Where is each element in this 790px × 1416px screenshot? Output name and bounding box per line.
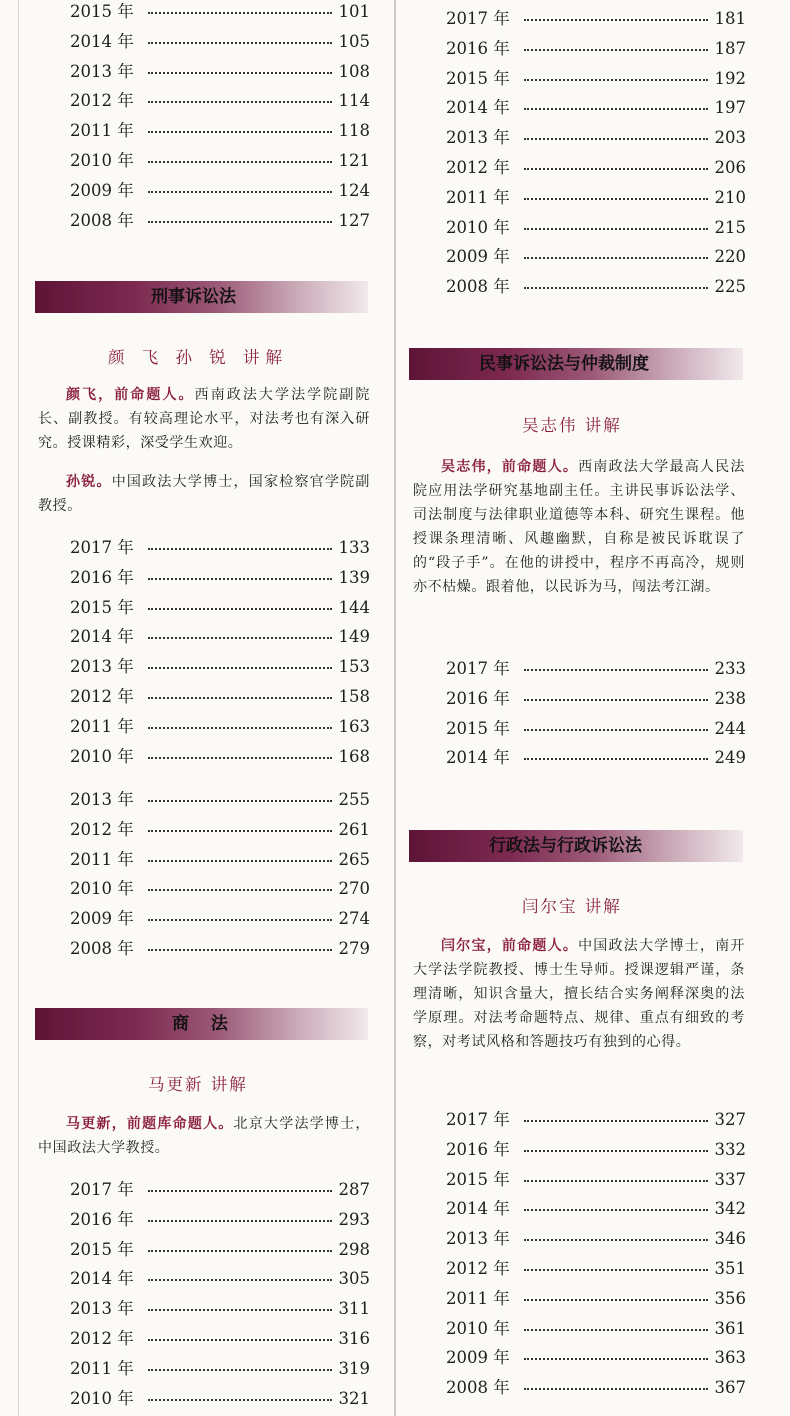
toc-year: 2013 年 xyxy=(70,61,134,81)
right-column xyxy=(398,0,790,1416)
toc-leader-dots xyxy=(524,729,708,731)
toc-entry xyxy=(446,1135,746,1165)
section-title: 刑事诉讼法 xyxy=(151,287,236,307)
toc-entry xyxy=(446,714,746,744)
toc-entry xyxy=(446,272,746,302)
toc-page-number: 342 xyxy=(714,1199,746,1219)
toc-page-number: 203 xyxy=(714,128,746,148)
toc-leader-dots xyxy=(148,608,332,610)
toc-year: 2017 年 xyxy=(70,538,134,557)
toc-entry xyxy=(446,64,746,94)
toc-year: 2008 年 xyxy=(446,277,510,297)
toc-leader-dots xyxy=(524,49,708,51)
toc-year: 2017 年 xyxy=(446,1110,510,1129)
toc-entry xyxy=(70,712,370,742)
lecturer-name: 马更新，前题库命题人。 xyxy=(66,1116,234,1132)
toc-leader-dots xyxy=(524,168,708,170)
toc-leader-dots xyxy=(524,79,708,81)
toc-year: 2017 年 xyxy=(446,659,510,678)
toc-leader-dots xyxy=(148,757,332,759)
toc-page-number: 153 xyxy=(338,657,370,677)
toc-entry xyxy=(70,1205,370,1235)
toc-year: 2016 年 xyxy=(446,688,510,708)
toc-leader-dots xyxy=(524,138,708,140)
lecturer-bio-ma-gengxin xyxy=(38,1112,370,1160)
toc-year: 2017 年 xyxy=(70,1180,134,1199)
toc-leader-dots xyxy=(148,72,332,74)
lecturer-bio-sun-rui xyxy=(38,470,370,518)
lecturer-bio-wu-zhiwei xyxy=(413,455,745,599)
toc-page-number: 168 xyxy=(338,746,370,766)
toc-leader-dots xyxy=(524,1180,708,1182)
toc-entry xyxy=(446,4,746,34)
toc-year: 2012 年 xyxy=(446,1258,510,1278)
toc-entry xyxy=(70,622,370,652)
lecturer-bio-yan-erbao xyxy=(413,934,745,1054)
toc-leader-dots xyxy=(148,1250,332,1252)
lecturer-bio-text: 中国政法大学博士，南开大学法学院教授、博士生导师。授课逻辑严谨，条理清晰，知识含量大，擅长结合实务阐释深奥的法学原理。对法考命题特点、规律、重点有细致的考察，对考试风格和答题技巧有独到的心得。 xyxy=(413,938,745,1050)
section-title: 民事诉讼法与仲裁制度 xyxy=(479,354,649,374)
toc-leader-dots xyxy=(148,1220,332,1222)
toc-leader-dots xyxy=(148,1369,332,1371)
toc-year: 2013 年 xyxy=(70,790,134,809)
toc-entry xyxy=(70,116,370,146)
toc-leader-dots xyxy=(148,1190,332,1192)
toc-page-number: 311 xyxy=(338,1299,370,1319)
toc-entry xyxy=(70,206,370,236)
toc-leader-dots xyxy=(524,287,708,289)
toc-entry xyxy=(70,845,370,875)
toc-leader-dots xyxy=(524,257,708,259)
toc-page-number: 351 xyxy=(714,1258,746,1278)
toc-entry xyxy=(70,27,370,57)
toc-leader-dots xyxy=(148,697,332,699)
toc-leader-dots xyxy=(524,699,708,701)
toc-year: 2010 年 xyxy=(446,1318,510,1338)
toc-leader-dots xyxy=(148,889,332,891)
toc-year: 2015 年 xyxy=(70,597,134,617)
toc-entry xyxy=(446,1284,746,1314)
toc-leader-dots xyxy=(148,1279,332,1281)
toc-page-number: 279 xyxy=(338,938,370,958)
lecturer-bio-text: 西南政法大学法学院副院长、副教授。有较高理论水平，对法考也有深入研究。授课精彩，深受学生欢迎。 xyxy=(38,387,370,451)
toc-leader-dots xyxy=(148,42,332,44)
toc-year: 2011 年 xyxy=(70,716,134,736)
toc-year: 2014 年 xyxy=(70,31,134,51)
toc-year: 2013 年 xyxy=(446,1229,510,1249)
toc-page-number: 305 xyxy=(338,1269,370,1289)
toc-year: 2008 年 xyxy=(70,210,134,230)
toc-year: 2010 年 xyxy=(70,150,134,170)
toc-entry xyxy=(446,242,746,272)
toc-entry xyxy=(70,1324,370,1354)
toc-entry xyxy=(70,934,370,964)
toc-year: 2016 年 xyxy=(446,38,510,58)
column-divider xyxy=(394,0,396,1416)
toc-entry xyxy=(446,1254,746,1284)
toc-leader-dots xyxy=(148,667,332,669)
lecturer-bio-text: 中国政法大学博士，国家检察官学院副教授。 xyxy=(38,474,370,514)
toc-leader-dots xyxy=(524,1150,708,1152)
toc-page-number: 121 xyxy=(338,150,370,170)
toc-year: 2010 年 xyxy=(70,879,134,899)
toc-entry xyxy=(446,123,746,153)
lecturer-name: 吴志伟，前命题人。 xyxy=(441,459,579,475)
toc-year: 2008 年 xyxy=(70,938,134,958)
toc-year: 2014 年 xyxy=(446,1199,510,1219)
toc-entry xyxy=(446,93,746,123)
toc-entry xyxy=(70,815,370,845)
toc-leader-dots xyxy=(524,1299,708,1301)
toc-page-number: 255 xyxy=(338,790,370,809)
toc-year: 2017 年 xyxy=(446,9,510,28)
toc-entry xyxy=(70,593,370,623)
toc-page-number: 163 xyxy=(338,716,370,736)
toc-entry xyxy=(70,1264,370,1294)
toc-year: 2009 年 xyxy=(70,180,134,200)
toc-entry xyxy=(446,153,746,183)
toc-year: 2013 年 xyxy=(70,1299,134,1319)
toc-year: 2011 年 xyxy=(70,121,134,141)
toc-page-number: 316 xyxy=(338,1328,370,1348)
section-title: 行政法与行政诉讼法 xyxy=(489,836,642,856)
toc-year: 2008 年 xyxy=(446,1378,510,1398)
section-title: 商 法 xyxy=(172,1014,236,1034)
toc-page-number: 192 xyxy=(714,68,746,88)
toc-leader-dots xyxy=(524,1239,708,1241)
toc-year: 2012 年 xyxy=(70,91,134,111)
toc-entry xyxy=(446,183,746,213)
toc-entry xyxy=(446,1343,746,1373)
lecturer-name: 颜飞，前命题人。 xyxy=(66,387,195,403)
toc-list-right-top xyxy=(446,4,746,302)
toc-page-number: 118 xyxy=(338,121,370,141)
toc-entry xyxy=(446,213,746,243)
toc-year: 2010 年 xyxy=(446,217,510,237)
toc-entry xyxy=(70,1175,370,1205)
toc-year: 2015 年 xyxy=(446,1169,510,1189)
toc-entry xyxy=(70,176,370,206)
toc-entry xyxy=(70,742,370,772)
toc-page-number: 319 xyxy=(338,1358,370,1378)
toc-page-number: 238 xyxy=(714,688,746,708)
toc-leader-dots xyxy=(148,548,332,550)
toc-year: 2015 年 xyxy=(70,2,134,21)
toc-page-number: 225 xyxy=(714,277,746,297)
toc-page-number: 114 xyxy=(338,91,370,111)
toc-entry xyxy=(70,1294,370,1324)
toc-page-number: 133 xyxy=(338,538,370,557)
toc-year: 2009 年 xyxy=(70,909,134,929)
toc-year: 2009 年 xyxy=(446,247,510,267)
toc-leader-dots xyxy=(148,1339,332,1341)
toc-page-number: 210 xyxy=(714,187,746,207)
toc-leader-dots xyxy=(148,919,332,921)
toc-year: 2015 年 xyxy=(446,718,510,738)
lecturer-name: 闫尔宝，前命题人。 xyxy=(441,938,579,954)
toc-page-number: 327 xyxy=(714,1110,746,1129)
toc-entry xyxy=(446,654,746,684)
toc-page-number: 220 xyxy=(714,247,746,267)
toc-list-left-top xyxy=(70,0,370,235)
toc-leader-dots xyxy=(524,198,708,200)
toc-year: 2015 年 xyxy=(446,68,510,88)
toc-page-number: 298 xyxy=(338,1239,370,1259)
toc-leader-dots xyxy=(524,1209,708,1211)
toc-year: 2009 年 xyxy=(446,1348,510,1368)
toc-year: 2016 年 xyxy=(446,1139,510,1159)
toc-page-number: 197 xyxy=(714,98,746,118)
toc-leader-dots xyxy=(148,191,332,193)
toc-entry xyxy=(70,682,370,712)
section-banner-civil-procedure xyxy=(409,348,743,380)
toc-page-number: 274 xyxy=(338,909,370,929)
toc-page-number: 206 xyxy=(714,157,746,177)
toc-page-number: 270 xyxy=(338,879,370,899)
toc-list-commercial-law xyxy=(70,1175,370,1413)
toc-year: 2010 年 xyxy=(70,1388,134,1408)
toc-entry xyxy=(446,1165,746,1195)
lecturers-line: 颜 飞 孙 锐 讲解 xyxy=(108,348,288,367)
toc-leader-dots xyxy=(524,1329,708,1331)
toc-leader-dots xyxy=(148,800,332,802)
toc-list-criminal-procedure xyxy=(70,533,370,771)
toc-leader-dots xyxy=(148,12,332,14)
toc-page-number: 249 xyxy=(714,748,746,768)
toc-leader-dots xyxy=(524,1388,708,1390)
toc-year: 2016 年 xyxy=(70,1209,134,1229)
toc-year: 2011 年 xyxy=(446,187,510,207)
toc-page-number: 105 xyxy=(338,31,370,51)
toc-page-number: 287 xyxy=(338,1180,370,1199)
toc-page-number: 337 xyxy=(714,1169,746,1189)
toc-page-number: 144 xyxy=(338,597,370,617)
section-banner-commercial-law xyxy=(35,1008,368,1040)
toc-entry xyxy=(446,1224,746,1254)
toc-entry xyxy=(446,1105,746,1135)
toc-leader-dots xyxy=(524,1358,708,1360)
toc-page-number: 108 xyxy=(338,61,370,81)
toc-entry xyxy=(70,874,370,904)
toc-list-civil-procedure xyxy=(446,654,746,773)
toc-entry xyxy=(70,533,370,563)
toc-page-number: 187 xyxy=(714,38,746,58)
toc-entry xyxy=(70,1384,370,1414)
toc-year: 2014 年 xyxy=(70,1269,134,1289)
toc-year: 2013 年 xyxy=(70,657,134,677)
toc-page-number: 261 xyxy=(338,819,370,839)
toc-page-number: 101 xyxy=(338,2,370,21)
toc-page-number: 363 xyxy=(714,1348,746,1368)
toc-year: 2014 年 xyxy=(446,98,510,118)
toc-entry xyxy=(70,785,370,815)
toc-entry xyxy=(446,1314,746,1344)
toc-entry xyxy=(70,563,370,593)
toc-leader-dots xyxy=(524,758,708,760)
toc-page-number: 367 xyxy=(714,1378,746,1398)
toc-list-administrative-law xyxy=(446,1105,746,1403)
toc-entry xyxy=(446,1194,746,1224)
toc-year: 2011 年 xyxy=(446,1288,510,1308)
toc-year: 2012 年 xyxy=(70,1328,134,1348)
toc-leader-dots xyxy=(148,1309,332,1311)
toc-page-number: 361 xyxy=(714,1318,746,1338)
toc-year: 2014 年 xyxy=(70,627,134,647)
toc-entry xyxy=(70,904,370,934)
toc-year: 2011 年 xyxy=(70,849,134,869)
toc-page-number: 149 xyxy=(338,627,370,647)
toc-page-number: 215 xyxy=(714,217,746,237)
toc-leader-dots xyxy=(148,578,332,580)
toc-entry xyxy=(446,1373,746,1403)
toc-leader-dots xyxy=(148,221,332,223)
toc-leader-dots xyxy=(524,669,708,671)
toc-page-number: 346 xyxy=(714,1229,746,1249)
lecturers-line: 马更新 讲解 xyxy=(148,1075,248,1094)
toc-leader-dots xyxy=(148,1399,332,1401)
toc-leader-dots xyxy=(148,830,332,832)
toc-page-number: 356 xyxy=(714,1288,746,1308)
toc-page-number: 139 xyxy=(338,567,370,587)
toc-leader-dots xyxy=(148,949,332,951)
toc-page-number: 293 xyxy=(338,1209,370,1229)
toc-list-left-mid xyxy=(70,785,370,964)
toc-entry xyxy=(446,34,746,64)
toc-page-number: 124 xyxy=(338,180,370,200)
toc-entry xyxy=(70,0,370,27)
toc-page-number: 332 xyxy=(714,1139,746,1159)
toc-entry xyxy=(70,1235,370,1265)
toc-leader-dots xyxy=(524,228,708,230)
toc-leader-dots xyxy=(148,101,332,103)
toc-page-number: 127 xyxy=(338,210,370,230)
toc-page-number: 244 xyxy=(714,718,746,738)
lecturer-bio-text: 北京大学法学博士，中国政法大学教授。 xyxy=(38,1116,370,1156)
toc-page-number: 158 xyxy=(338,686,370,706)
toc-page-number: 233 xyxy=(714,659,746,678)
toc-entry xyxy=(70,1354,370,1384)
toc-entry xyxy=(70,86,370,116)
toc-year: 2013 年 xyxy=(446,128,510,148)
toc-year: 2010 年 xyxy=(70,746,134,766)
toc-entry xyxy=(446,743,746,773)
toc-leader-dots xyxy=(148,860,332,862)
toc-entry xyxy=(70,652,370,682)
toc-entry xyxy=(446,684,746,714)
toc-leader-dots xyxy=(524,19,708,21)
toc-leader-dots xyxy=(524,1120,708,1122)
toc-page-number: 181 xyxy=(714,9,746,28)
toc-leader-dots xyxy=(148,637,332,639)
lecturer-name: 孙锐。 xyxy=(66,474,112,490)
lecturers-line: 闫尔宝 讲解 xyxy=(522,897,622,916)
toc-year: 2012 年 xyxy=(70,686,134,706)
toc-leader-dots xyxy=(148,727,332,729)
left-column xyxy=(0,0,392,1416)
toc-page-number: 265 xyxy=(338,849,370,869)
section-banner-criminal-procedure xyxy=(35,281,368,313)
toc-leader-dots xyxy=(148,161,332,163)
toc-year: 2014 年 xyxy=(446,748,510,768)
toc-entry xyxy=(70,57,370,87)
toc-year: 2012 年 xyxy=(446,157,510,177)
toc-leader-dots xyxy=(524,108,708,110)
section-banner-administrative-law xyxy=(409,830,743,862)
toc-year: 2015 年 xyxy=(70,1239,134,1259)
toc-page-number: 321 xyxy=(338,1388,370,1408)
toc-leader-dots xyxy=(148,131,332,133)
lecturer-bio-yan-fei xyxy=(38,383,370,455)
toc-year: 2011 年 xyxy=(70,1358,134,1378)
toc-entry xyxy=(70,146,370,176)
lecturers-line: 吴志伟 讲解 xyxy=(522,416,622,435)
lecturer-bio-text: 西南政法大学最高人民法院应用法学研究基地副主任。主讲民事诉讼法学、司法制度与法律职业道德等本科、研究生课程。他授课条理清晰、风趣幽默，自称是被民诉耽误了的“段子手”。在他的讲授中，程序不再高冷，规则亦不枯燥。跟着他，以民诉为马，闯法考江湖。 xyxy=(413,459,745,595)
toc-leader-dots xyxy=(524,1269,708,1271)
toc-year: 2012 年 xyxy=(70,819,134,839)
toc-year: 2016 年 xyxy=(70,567,134,587)
